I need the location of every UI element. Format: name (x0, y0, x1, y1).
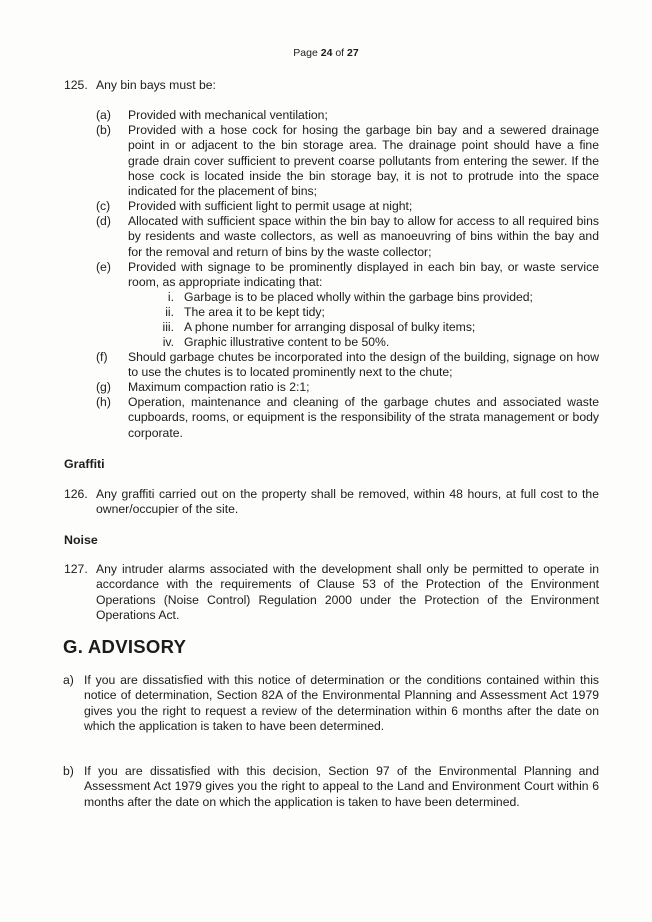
sub-list-item-i: i. Garbage is to be placed wholly within the garbage bins provided; (167, 290, 533, 304)
list-item-d: (d) Allocated with sufficient space within the bin bay to allow for access to all required bins by residents and waste collectors, as well as manoeuvring of bins within the bay and for the removal and return of bins by the waste collector; (96, 214, 599, 259)
list-item-h: (h) Operation, maintenance and cleaning of the garbage chutes and associated waste cupboards, rooms, or equipment is the responsibility of the strata management or body corporate. (96, 395, 599, 440)
list-item-g: (g) Maximum compaction ratio is 2:1; (96, 380, 310, 394)
condition-125 (64, 78, 599, 93)
condition-number: 125. (64, 78, 88, 92)
advisory-item-b: b) If you are dissatisfied with this decision, Section 97 of the Environmental Planning and Assessment Act 1979 gives you the right to appeal to the Land and Environment Court within 6 months after the date on which the application is taken to have been determined. (63, 764, 599, 809)
list-item-a: (a) Provided with mechanical ventilation; (96, 108, 328, 122)
list-item-f: (f) Should garbage chutes be incorporated into the design of the building, signage on how to use the chutes is to located prominently next to the chute; (96, 350, 599, 380)
sub-list-item-ii: ii. The area it to be kept tidy; (165, 305, 325, 319)
condition-text: Any bin bays must be: (96, 78, 216, 92)
section-heading-graffiti: Graffiti (64, 457, 105, 471)
page-header: Page 24 of 27 (293, 47, 359, 59)
condition-126: 126. Any graffiti carried out on the property shall be removed, within 48 hours, at full cost to the owner/occupier of the site. (64, 487, 599, 517)
sub-list-item-iii: iii. A phone number for arranging disposal of bulky items; (162, 320, 476, 334)
sub-list-item-iv: iv. Graphic illustrative content to be 50%. (162, 335, 390, 349)
list-item-e: (e) Provided with signage to be prominently displayed in each bin bay, or waste service room, as appropriate indicating that: (96, 260, 599, 290)
condition-127: 127. Any intruder alarms associated with the development shall only be permitted to operate in accordance with the requirements of Clause 53 of the Protection of the Environment Operations (Noise Control) Regulation 2000 under the Protection of the Environment Operations Act. (64, 562, 599, 622)
advisory-item-a: a) If you are dissatisfied with this notice of determination or the conditions contained within this notice of determination, Section 82A of the Environmental Planning and Assessment Act 1979 gives you the right to request a review of the determination within 6 months after the date on which the application is taken to have been determined. (63, 673, 599, 733)
section-heading-advisory: G. ADVISORY (63, 636, 187, 657)
list-item-c: (c) Provided with sufficient light to permit usage at night; (96, 199, 413, 213)
current-page-number: 24 (320, 47, 333, 59)
list-item-b: (b) Provided with a hose cock for hosing the garbage bin bay and a sewered drainage point in or adjacent to the bin storage area. The drainage point should have a fine grade drain cover sufficient to prevent coarse pollutants from entering the sewer. If the hose cock is located inside the bin storage bay, it is not to protrude into the space indicated for the placement of bins; (96, 123, 599, 199)
total-page-number: 27 (347, 47, 359, 59)
section-heading-noise: Noise (64, 533, 98, 547)
